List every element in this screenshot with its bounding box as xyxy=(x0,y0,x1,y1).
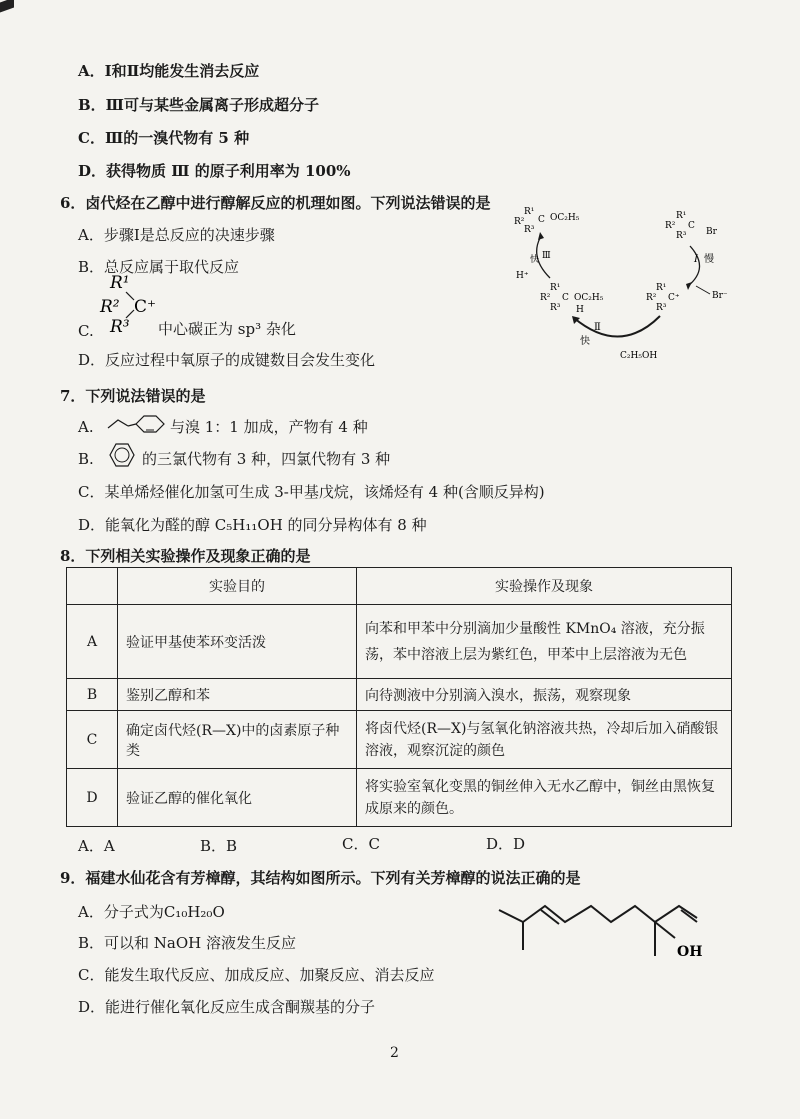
svg-text:R²: R² xyxy=(665,221,676,231)
q8-choice-d: D．D xyxy=(486,835,526,853)
row-operation: 将卤代烃(R—X)与氢氧化钠溶液共热，冷却后加入硝酸银溶液，观察沉淀的颜色 xyxy=(357,711,732,769)
q8-choice-a: A．A xyxy=(78,837,115,855)
ethanol-label: C₂H₅OH xyxy=(620,351,658,361)
row-goal: 验证甲基使苯环变活泼 xyxy=(118,605,357,679)
q7-option-a-label: A. xyxy=(78,418,94,436)
carbocation-r1: R¹ xyxy=(110,273,130,293)
header-operation: 实验操作及现象 xyxy=(357,568,732,605)
row-label: C xyxy=(67,711,118,769)
svg-text:R¹: R¹ xyxy=(676,211,687,221)
row-label: A xyxy=(67,605,118,679)
q7-option-c: C．某单烯烃催化加氢可生成 3-甲基戊烷，该烯烃有 4 种(含顺反异构) xyxy=(78,483,545,501)
svg-text:R³: R³ xyxy=(524,225,535,235)
step3-speed: 快 xyxy=(530,255,540,265)
mechanism-diagram xyxy=(510,198,730,363)
carbocation-intermediate xyxy=(646,283,680,313)
svg-text:C⁺: C⁺ xyxy=(668,293,680,303)
q8-choice-b: B．B xyxy=(200,837,238,855)
step2-label: Ⅱ xyxy=(594,322,601,333)
oh-label: OH xyxy=(677,944,703,960)
step3-label: Ⅲ xyxy=(542,251,551,261)
svg-text:OC₂H₅: OC₂H₅ xyxy=(574,293,604,303)
svg-text:R³: R³ xyxy=(676,231,687,241)
svg-text:OC₂H₅: OC₂H₅ xyxy=(550,213,580,223)
q8-stem: 8．下列相关实验操作及现象正确的是 xyxy=(60,547,311,565)
oxonium-intermediate xyxy=(540,283,604,315)
q5-option-c: C．Ⅲ的一溴代物有 5 种 xyxy=(78,129,250,147)
svg-text:H: H xyxy=(576,305,584,315)
q5-option-a: A．Ⅰ和Ⅱ均能发生消去反应 xyxy=(78,62,260,80)
br-minus-label: Br⁻ xyxy=(712,291,728,301)
q5-option-b: B．Ⅲ可与某些金属离子形成超分子 xyxy=(78,96,319,114)
experiment-table xyxy=(66,567,732,827)
q6-option-c-label: C. xyxy=(78,322,94,340)
svg-text:R³: R³ xyxy=(550,303,561,313)
page-number: 2 xyxy=(390,1045,399,1061)
q7-option-a-text: 与溴 1：1 加成，产物有 4 种 xyxy=(170,418,368,436)
q6-option-a: A．步骤Ⅰ是总反应的决速步骤 xyxy=(78,226,275,244)
h-plus-label: H⁺ xyxy=(516,271,529,281)
table-row xyxy=(67,679,732,711)
styrene-like-structure xyxy=(104,410,168,438)
svg-text:C: C xyxy=(562,293,569,303)
linalool-structure xyxy=(495,880,705,970)
step2-speed: 快 xyxy=(580,336,590,347)
row-label: D xyxy=(67,769,118,827)
header-goal: 实验目的 xyxy=(118,568,357,605)
q8-choice-c: C．C xyxy=(342,835,380,853)
carbocation-cplus: C⁺ xyxy=(134,297,156,317)
q6-option-d: D．反应过程中氧原子的成键数目会发生变化 xyxy=(78,351,376,369)
benzene-structure xyxy=(104,440,140,470)
svg-text:Br: Br xyxy=(706,227,717,237)
q7-stem: 7．下列说法错误的是 xyxy=(60,387,206,405)
step1-speed: 慢 xyxy=(704,254,714,265)
row-operation: 将实验室氧化变黑的铜丝伸入无水乙醇中，铜丝由黑恢复成原来的颜色。 xyxy=(357,769,732,827)
table-row xyxy=(67,605,732,679)
row-operation: 向待测液中分别滴入溴水，振荡，观察现象 xyxy=(357,679,732,711)
svg-text:C: C xyxy=(538,215,545,225)
row-goal: 确定卤代烃(R—X)中的卤素原子种类 xyxy=(118,711,357,769)
svg-text:R²: R² xyxy=(514,217,525,227)
svg-text:R²: R² xyxy=(540,293,551,303)
carbocation-r3: R³ xyxy=(110,317,130,336)
table-row xyxy=(67,769,732,827)
row-label: B xyxy=(67,679,118,711)
q6-stem: 6．卤代烃在乙醇中进行醇解反应的机理如图。下列说法错误的是 xyxy=(60,194,491,212)
svg-text:R²: R² xyxy=(646,293,657,303)
table-header-row xyxy=(67,568,732,605)
svg-text:R¹: R¹ xyxy=(524,207,535,217)
q9-option-b: B．可以和 NaOH 溶液发生反应 xyxy=(78,934,297,952)
row-goal: 鉴别乙醇和苯 xyxy=(118,679,357,711)
svg-text:R¹: R¹ xyxy=(656,283,667,293)
table-row xyxy=(67,711,732,769)
ether-product xyxy=(514,207,580,235)
carbocation-structure xyxy=(96,270,166,336)
alkyl-bromide xyxy=(665,211,718,241)
row-goal: 验证乙醇的催化氧化 xyxy=(118,769,357,827)
row-operation: 向苯和甲苯中分别滴加少量酸性 KMnO₄ 溶液，充分振荡，苯中溶液上层为紫红色，甲苯中上层溶液为无色 xyxy=(357,605,732,679)
q9-option-a: A．分子式为C₁₀H₂₀O xyxy=(78,903,225,921)
q9-stem: 9．福建水仙花含有芳樟醇，其结构如图所示。下列有关芳樟醇的说法正确的是 xyxy=(60,869,581,887)
svg-text:R¹: R¹ xyxy=(550,283,561,293)
arrow-step2 xyxy=(574,316,660,337)
q7-option-d: D．能氧化为醛的醇 C₅H₁₁OH 的同分异构体有 8 种 xyxy=(78,516,427,534)
svg-text:C: C xyxy=(688,221,695,231)
q6-option-b: B．总反应属于取代反应 xyxy=(78,258,240,276)
arrow-step1 xyxy=(688,246,700,286)
q7-option-b-text: 的三氯代物有 3 种，四氯代物有 3 种 xyxy=(142,450,391,468)
q6-option-c-text: 中心碳正为 sp³ 杂化 xyxy=(158,320,296,338)
q9-option-d: D．能进行催化氧化反应生成含酮羰基的分子 xyxy=(78,998,376,1016)
svg-text:R³: R³ xyxy=(656,303,667,313)
q7-option-b-label: B. xyxy=(78,450,94,468)
step1-label: Ⅰ xyxy=(694,254,698,265)
carbocation-r2: R² xyxy=(100,297,120,317)
q9-option-c: C．能发生取代反应、加成反应、加聚反应、消去反应 xyxy=(78,966,435,984)
scan-corner-mark xyxy=(0,0,14,13)
q5-option-d: D．获得物质 Ⅲ 的原子利用率为 100% xyxy=(78,162,351,180)
